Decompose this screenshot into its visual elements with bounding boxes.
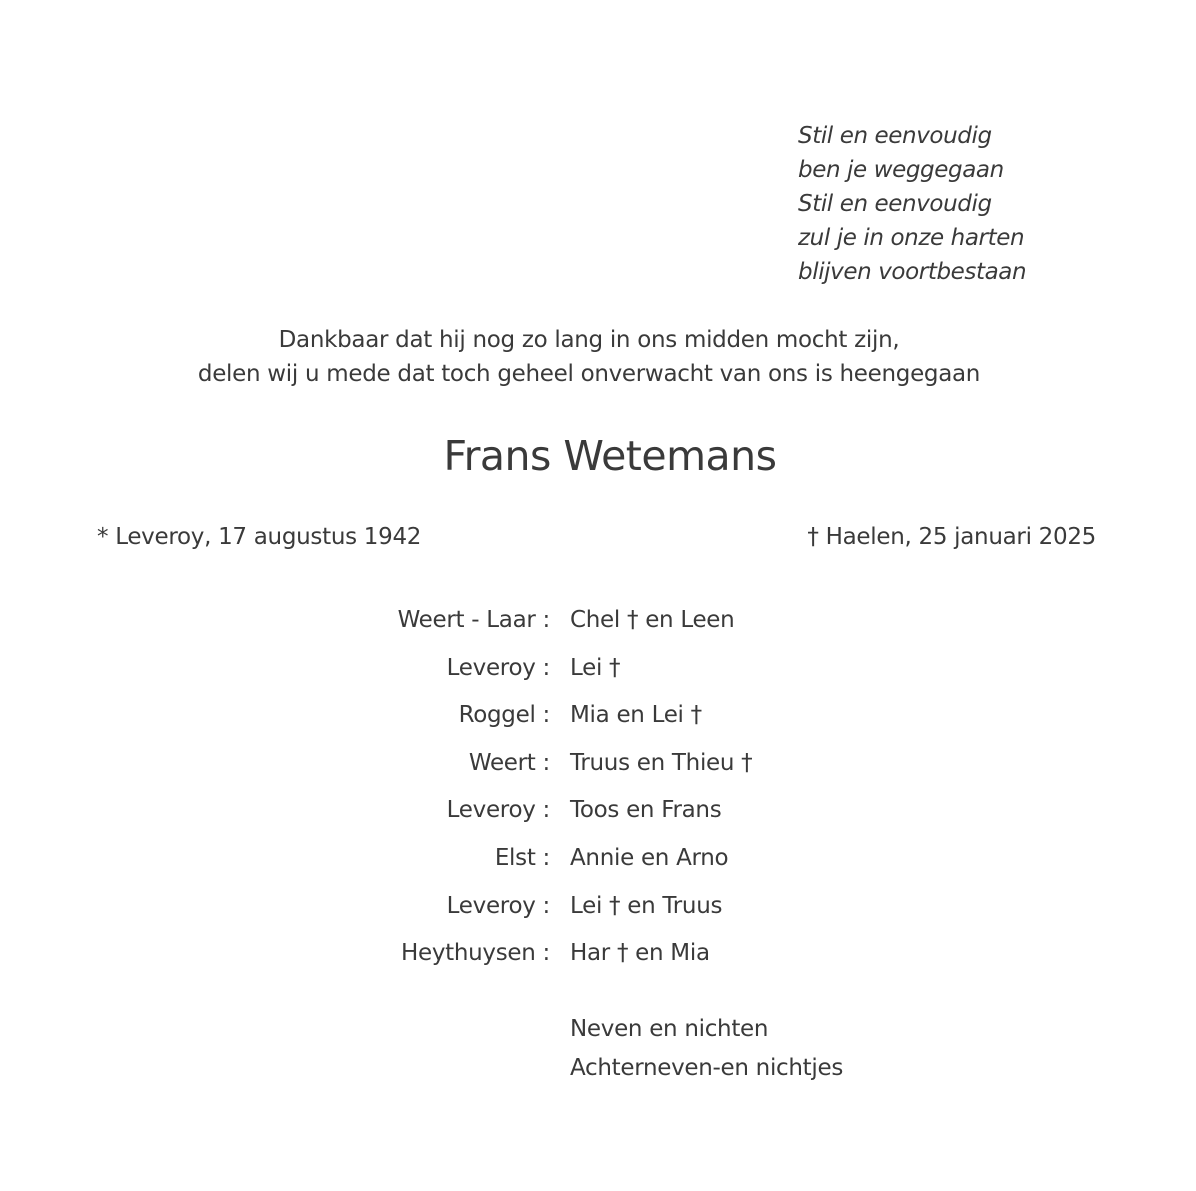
family-list (0, 602, 1196, 983)
poem-line: zul je in onze harten (798, 225, 1025, 251)
family-names: Mia en Lei † (570, 702, 702, 729)
family-place: Leveroy : (446, 654, 550, 681)
deceased-name: Frans Wetemans (443, 432, 777, 480)
family-row (0, 935, 1196, 983)
family-place: Weert : (468, 749, 550, 776)
extended-family-line: Neven en nichten (570, 1016, 769, 1042)
family-names: Truus en Thieu † (570, 749, 753, 776)
family-row (0, 602, 1196, 650)
family-place: Weert - Laar : (397, 607, 550, 633)
intro-line: Dankbaar dat hij nog zo lang in ons midden mocht zijn, (278, 327, 900, 353)
family-row (0, 745, 1196, 793)
birth-info: * Leveroy, 17 augustus 1942 (97, 524, 422, 550)
family-names: Chel † en Leen (570, 607, 735, 633)
poem-line: Stil en eenvoudig (798, 191, 992, 217)
death-info: † Haelen, 25 januari 2025 (807, 524, 1096, 550)
family-place: Elst : (494, 844, 550, 871)
family-row (0, 840, 1196, 888)
family-row (0, 650, 1196, 698)
family-place: Roggel : (458, 702, 550, 729)
intro-text (0, 323, 1178, 391)
family-place: Heythuysen : (400, 940, 550, 967)
family-names: Annie en Arno (570, 844, 729, 871)
extended-family (570, 1010, 843, 1088)
family-row (0, 697, 1196, 745)
family-names: Lei † (570, 654, 621, 681)
extended-family-line: Achterneven-en nichtjes (570, 1055, 844, 1081)
family-names: Toos en Frans (570, 797, 722, 824)
poem-line: Stil en eenvoudig (798, 123, 992, 149)
intro-line: delen wij u mede dat toch geheel onverwacht van ons is heengegaan (197, 361, 981, 387)
poem (798, 119, 1026, 289)
family-names: Lei † en Truus (570, 892, 723, 919)
family-names: Har † en Mia (570, 940, 710, 967)
family-place: Leveroy : (446, 892, 550, 919)
poem-line: blijven voortbestaan (798, 259, 1027, 285)
poem-line: ben je weggegaan (798, 157, 1004, 183)
family-row (0, 888, 1196, 936)
family-row (0, 792, 1196, 840)
family-place: Leveroy : (446, 797, 550, 824)
